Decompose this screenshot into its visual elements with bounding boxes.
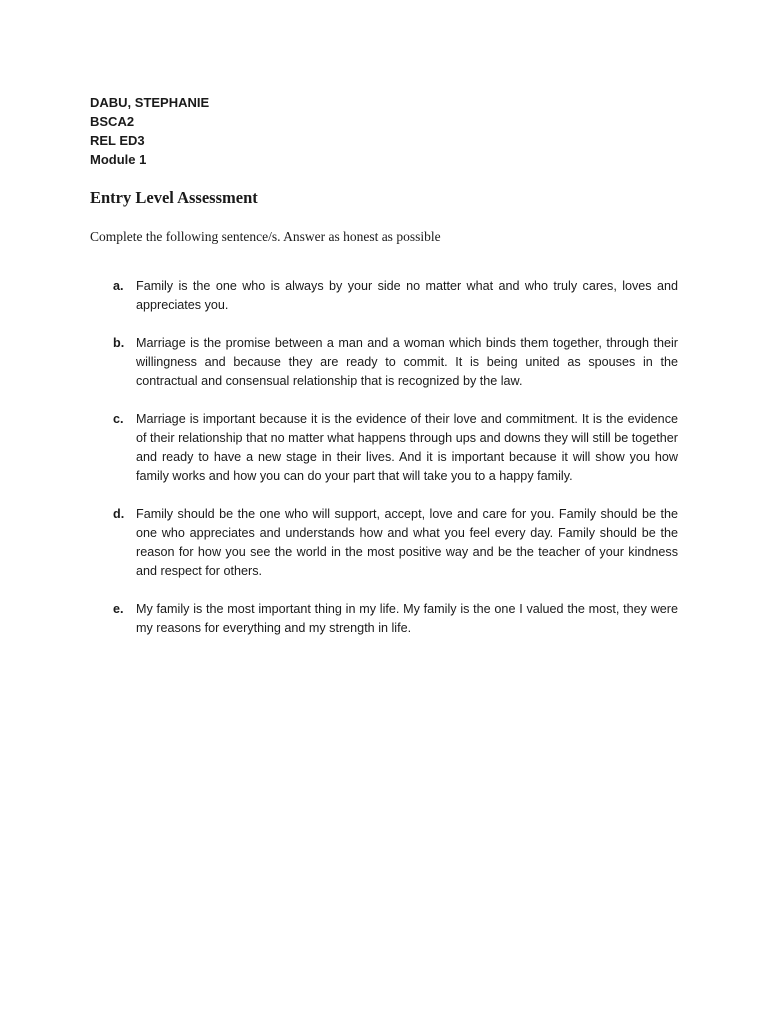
answer-letter: c. (113, 412, 124, 426)
answer-text: My family is the most important thing in my life. My family is the one I valued the most, they were my reasons for everything and my strength in life. (136, 602, 678, 635)
module-label: Module 1 (90, 152, 147, 167)
answer-item-b (90, 334, 678, 391)
answer-letter: b. (113, 336, 125, 350)
student-name: DABU, STEPHANIE (90, 95, 210, 110)
answer-text: Marriage is important because it is the evidence of their love and commitment. It is the evidence of their relationship that no matter what happens through ups and downs they will still be together and ready to have a new stage in their lives. And it is important because it will show you how family works and how you can do your part that will take you to a happy family. (136, 412, 678, 483)
document-title: Entry Level Assessment (90, 188, 258, 207)
answer-item-e (90, 600, 678, 638)
course-code: REL ED3 (90, 133, 145, 148)
answer-letter: e. (113, 602, 124, 616)
answer-letter: d. (113, 507, 125, 521)
answer-list (90, 277, 678, 657)
answer-item-c (90, 410, 678, 486)
student-info (90, 93, 209, 169)
answer-text: Family should be the one who will support, accept, love and care for you. Family should be the one who appreciates and understands how and what you feel every day. Family should be the reason for how you see the world in the most positive way and be the teacher of your kindness and respect for others. (136, 507, 678, 578)
student-section: BSCA2 (90, 114, 135, 129)
answer-text: Marriage is the promise between a man and a woman which binds them together, through their willingness and because they are ready to commit. It is being united as spouses in the contractual and consensual relationship that is recognized by the law. (136, 336, 678, 388)
answer-item-d (90, 505, 678, 581)
answer-item-a (90, 277, 678, 315)
answer-letter: a. (113, 279, 124, 293)
answer-text: Family is the one who is always by your side no matter what and who truly cares, loves and appreciates you. (136, 279, 678, 312)
instruction-text: Complete the following sentence/s. Answer as honest as possible (90, 229, 441, 244)
